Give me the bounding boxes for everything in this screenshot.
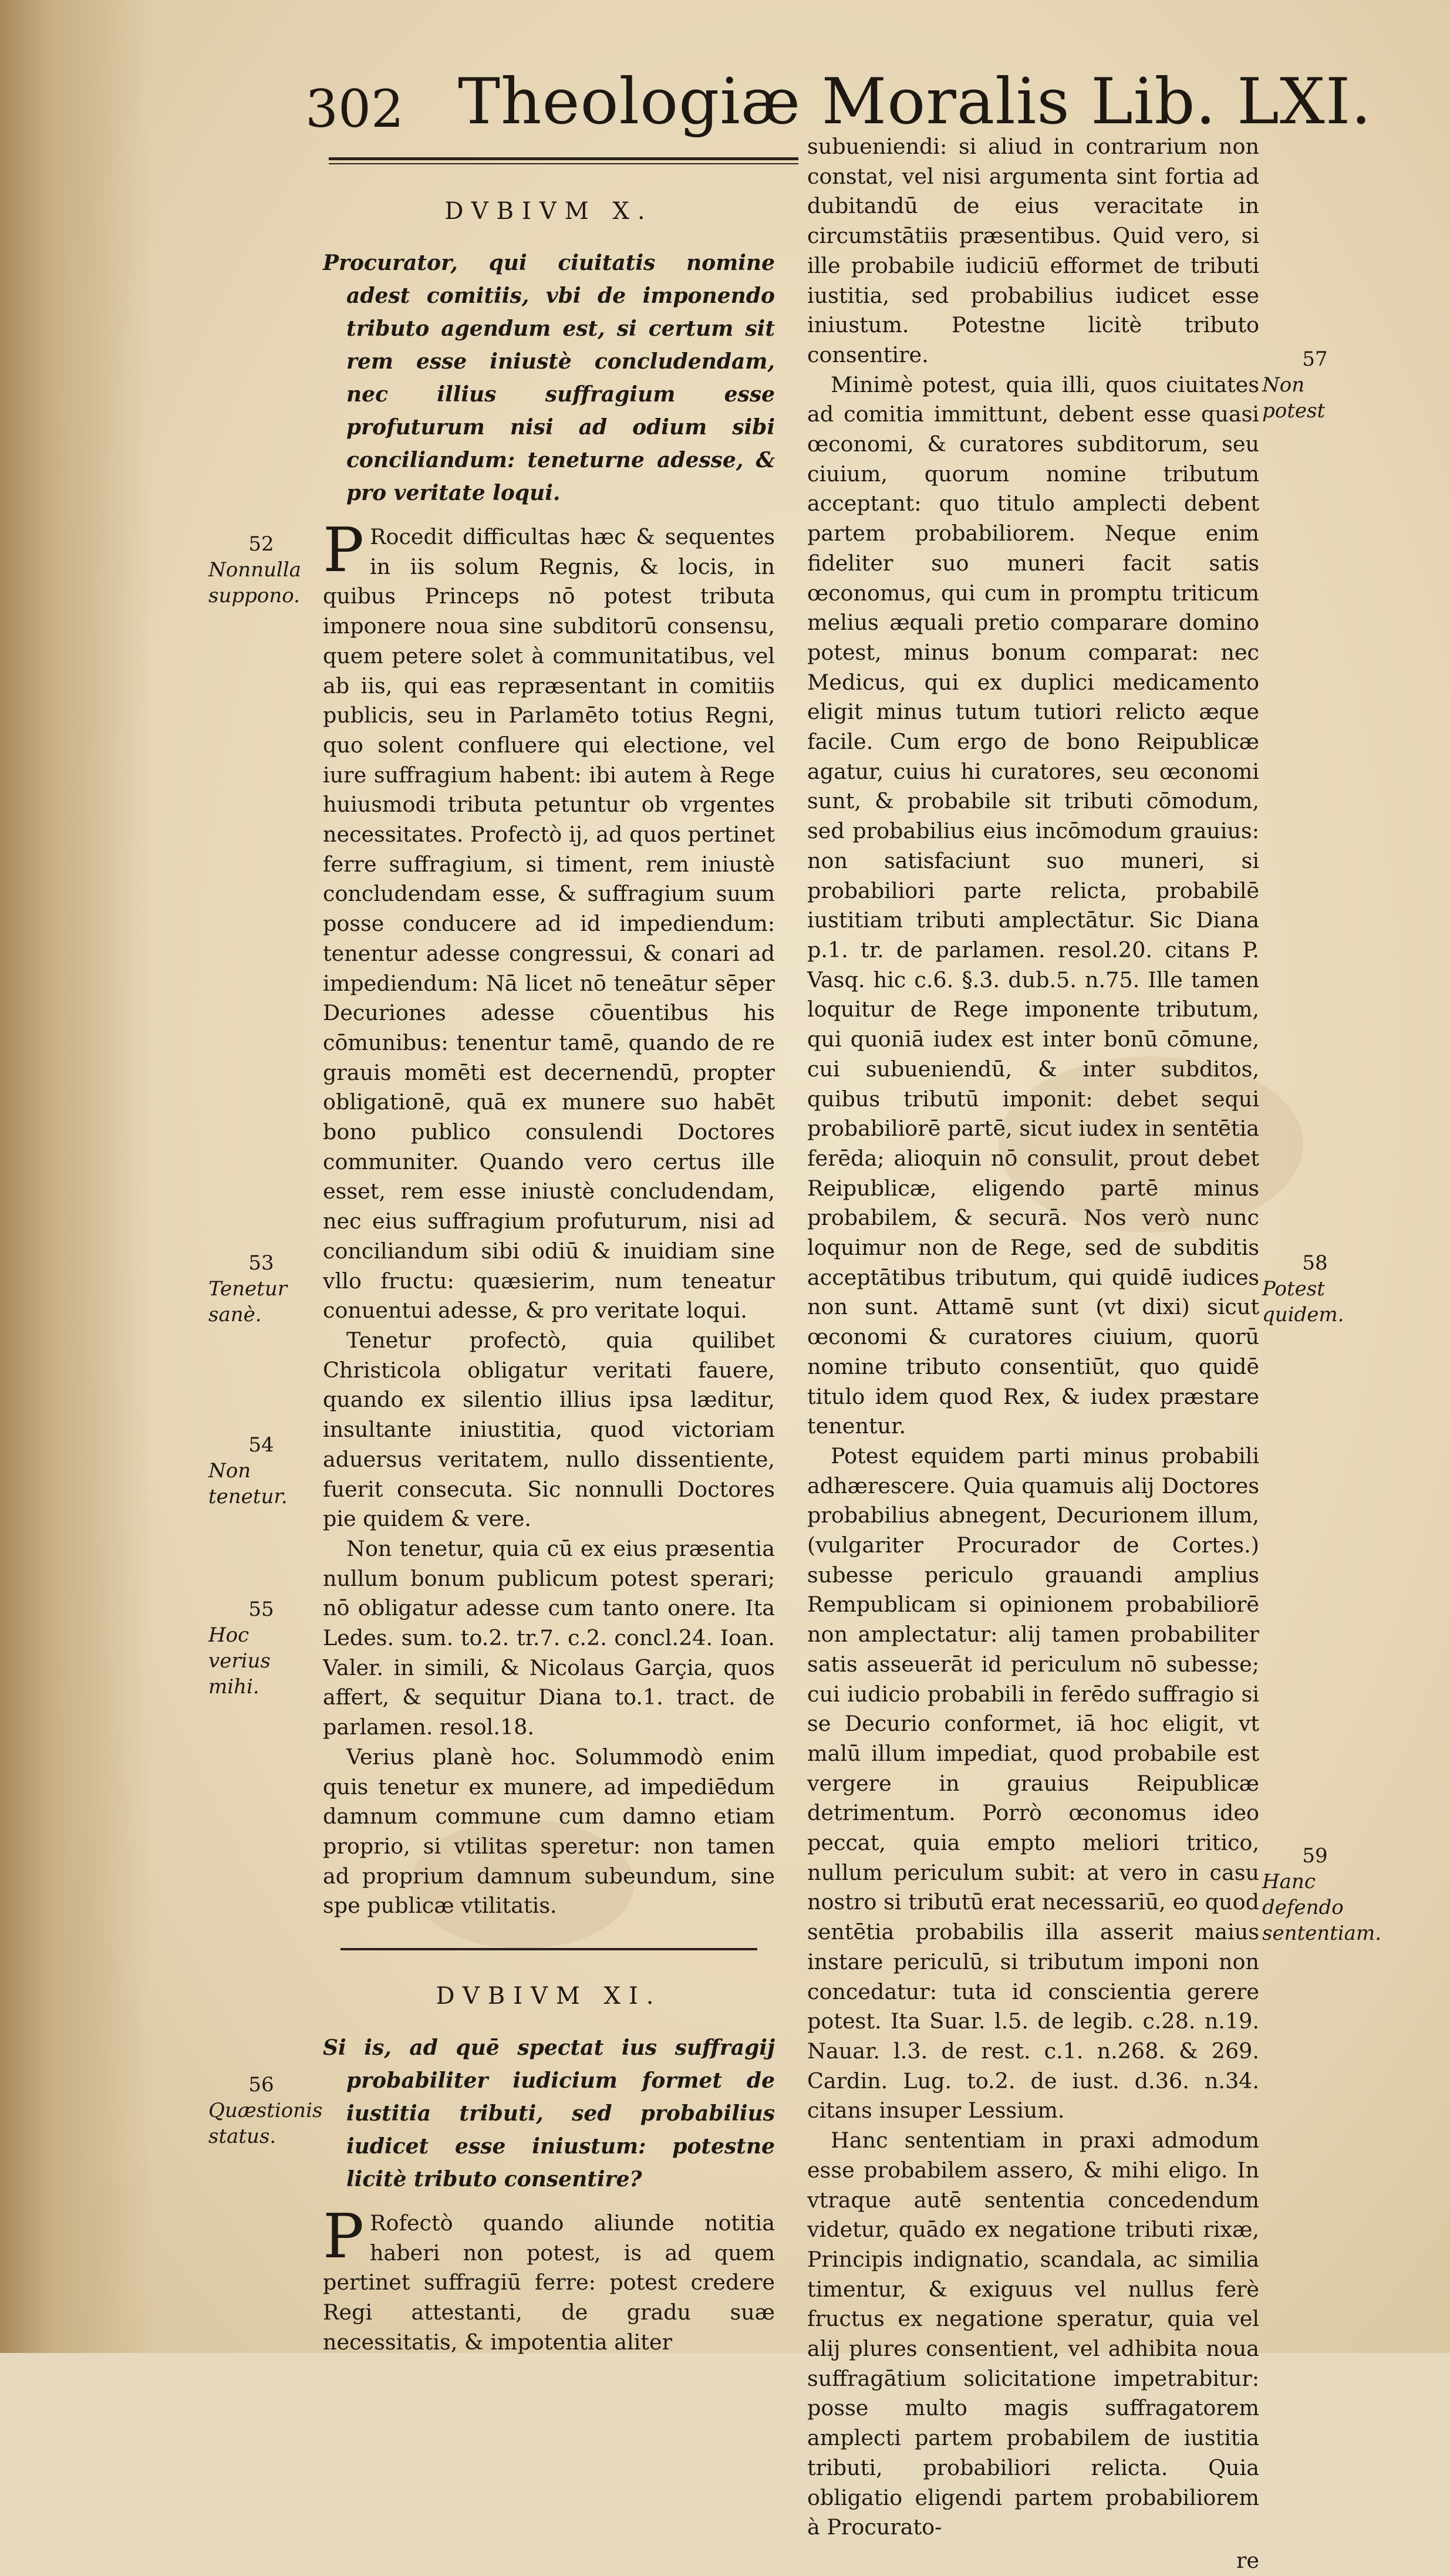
note-number: 52 bbox=[248, 532, 274, 556]
note-text: Quæstionis status. bbox=[208, 2099, 323, 2148]
margin-note-55 bbox=[208, 1596, 314, 1700]
page-edge-shadow bbox=[0, 0, 153, 2353]
note-text: Non tenetur. bbox=[208, 1459, 288, 1508]
margin-note-54 bbox=[208, 1432, 314, 1510]
paragraph-57: Minimè potest, quia illi, quos ciuitates ad comitia immittunt, debent esse quasi œconomi, & curatores subditorum, seu ciuium, quorum nomine tributum acceptant: quo titulo amplecti debent partem probabiliorem. Neque enim fideliter suo muneri facit satis œconomus, qui cum in promptu triticum melius æquali pretio comparare domino potest, minus bonum comparat: nec Medicus, qui ex duplici medicamento eligit minus tutum tutiori relicto æque facile. Cum ergo de bono Reipublicæ agatur, cuius hi curatores, seu œconomi sunt, & probabile sit tributi cōmodum, sed probabilius eius incōmodum grauius: non satisfaciunt suo muneri, si probabiliori parte relicta, probabilē iustitiam tributi amplectātur. Sic Diana p.1. tr. de parlamen. resol.20. citans P. Vasq. hic c.6. §.3. dub.5. n.75. Ille tamen loquitur de Rege imponente tributum, qui quoniā iudex est inter bonū cōmune, cui subueniendū, & inter subditos, quibus tributū imponit: debet sequi probabiliorē partē, sicut iudex in sentētia ferēda; alioquin nō consulit, prout debet Reipublicæ, eligendo partē minus probabilem, & securā. Nos verò nunc loquimur non de Rege, sed de subditis acceptātibus tributum, qui quidē iudices non sunt. Attamē sunt (vt dixi) sicut œconomi & curatores ciuium, quorū nomine tributo consentiūt, quo quidē titulo idem quod Rex, & iudex præstare tenentur. bbox=[807, 372, 1259, 1439]
note-number: 56 bbox=[248, 2073, 274, 2096]
note-number: 58 bbox=[1302, 1251, 1328, 1275]
section-divider bbox=[340, 1948, 757, 1950]
note-number: 53 bbox=[248, 1251, 274, 1275]
dubium-x-question: Procurator, qui ciuitatis nomine adest comitiis, vbi de imponendo tributo agendum est, si certum sit rem esse iniustè concludendam, nec illius suffragium esse profuturum nisi ad odium sibi conciliandum: teneturne adesse, & pro veritate loqui. bbox=[323, 251, 775, 505]
paragraph-54: Non tenetur, quia cū ex eius præsentia nullum bonum publicum potest sperari; nō obligatur adesse cum tanto onere. Ita Ledes. sum. to.2. tr.7. c.2. concl.24. Ioan. Valer. in simili, & Nicolaus Garçia, quos affert, & sequitur Diana to.1. tract. de parlamen. resol.18. bbox=[323, 1535, 775, 1740]
paragraph-56-text: Rofectò quando aliunde notitia haberi non potest, is ad quem pertinet suffragiū ferre: potest credere Regi attestanti, de gradu suæ necessitatis, & impotentia aliter bbox=[323, 2210, 775, 2355]
running-title: Theologiæ Moralis Lib. LXI. bbox=[458, 65, 1372, 139]
dubium-x-heading: DVBIVM X. bbox=[444, 198, 653, 225]
note-number: 55 bbox=[248, 1598, 274, 1621]
paragraph-59: Hanc sententiam in praxi admodum esse probabilem assero, & mihi eligo. In vtraque autē sententia concedendum videtur, quādo ex negatione tributi rixæ, Principis indignatio, scandala, ac similia timentur, & exiguus vel nullus ferè fructus ex negatione speratur, quia vel alij plures consentient, vel adhibita noua suffragātium solicitatione impetrabitur: posse multo magis suffragatorem amplecti partem probabilem de iustitia tributi, probabiliori relicta. Quia obligatio eligendi partem probabiliorem à Procurato- bbox=[807, 2128, 1259, 2540]
paragraph-53: Tenetur profectò, quia quilibet Christicola obligatur veritati fauere, quando ex silentio illius ipsa læditur, insultante iniustitia, quod victoriam aduersus veritatem, nullo dissentiente, fuerit consecuta. Sic nonnulli Doctores pie quidem & vere. bbox=[323, 1327, 775, 1532]
paragraph-56-continued: subueniendi: si aliud in contrarium non constat, vel nisi argumenta sint fortia ad dubitandū de eius veracitate in circumstātiis præsentibus. Quid vero, si ille probabile iudiciū efformet de tributi iustitia, sed probabilius iudicet esse iniustum. Potestne licitè tributo consentire. bbox=[807, 134, 1259, 367]
note-text: Hoc verius mihi. bbox=[208, 1623, 271, 1699]
drop-capital: P bbox=[323, 2200, 364, 2273]
note-text: Nonnulla suppono. bbox=[208, 558, 301, 607]
margin-note-52 bbox=[208, 531, 314, 609]
paragraph-56 bbox=[323, 2200, 775, 2358]
note-number: 57 bbox=[1302, 347, 1328, 371]
paragraph-58: Potest equidem parti minus probabili adhærescere. Quia quamuis alij Doctores probabilius abnegent, Decurionem illum, (vulgariter Procurador de Cortes.) subesse periculo grauandi amplius Rempublicam si opinionem probabiliorē non amplectatur: alij tamen probabiliter satis asseuerāt id periculum nō subesse; cui iudicio probabili in ferēdo suffragio si se Decurio conformet, iā hoc eligit, vt malū illum impediat, quod probabile est vergere in grauius Reipublicæ detrimentum. Porrò œconomus ideo peccat, quia empto meliori tritico, nullum periculum subit: at vero in casu nostro si tributū erat necessariū, eo quod sentētia probabilis illa asserit maius instare periculū, si tributum imponi non concedatur: tuta id conscientia gerere potest. Ita Suar. l.5. de legib. c.28. n.19. Nauar. l.3. de rest. c.1. n.268. & 269. Cardin. Lug. to.2. de iust. d.36. n.34. citans insuper Lessium. bbox=[807, 1443, 1259, 2123]
header-rule bbox=[329, 157, 798, 160]
paragraph-52 bbox=[323, 514, 775, 1326]
left-column bbox=[323, 194, 775, 2358]
note-number: 59 bbox=[1302, 1844, 1328, 1868]
note-number: 54 bbox=[248, 1433, 274, 1457]
note-text: Potest quidem. bbox=[1262, 1277, 1344, 1326]
page-header bbox=[305, 65, 1372, 141]
catchword: re bbox=[1236, 2547, 1259, 2573]
margin-note-58 bbox=[1262, 1250, 1368, 1328]
margin-note-57 bbox=[1262, 346, 1368, 424]
note-text: Hanc defendo sententiam. bbox=[1262, 1870, 1382, 1945]
dubium-xi-heading: DVBIVM XI. bbox=[436, 1983, 662, 2010]
margin-note-59 bbox=[1262, 1843, 1382, 1946]
margin-note-53 bbox=[208, 1250, 314, 1328]
paragraph-55: Verius planè hoc. Solummodò enim quis tenetur ex munere, ad impediēdum damnum commune cum damno etiam proprio, si vtilitas speretur: non tamen ad proprium damnum subeundum, sine spe publicæ vtilitatis. bbox=[323, 1744, 775, 1919]
margin-note-56 bbox=[208, 2072, 323, 2149]
drop-capital: P bbox=[323, 514, 364, 586]
note-text: Non potest bbox=[1262, 373, 1326, 423]
note-text: Tenetur sanè. bbox=[208, 1277, 287, 1326]
page-number: 302 bbox=[305, 79, 404, 139]
right-column bbox=[807, 132, 1259, 2576]
paragraph-52-text: Rocedit difficultas hæc & sequentes in iis solum Regnis, & locis, in quibus Princeps nō potest tributa imponere noua sine subditorū consensu, quem petere solet à communitatibus, vel ab iis, qui eas repræsentant in comitiis publicis, seu in Parlamēto totius Regni, quo solent confluere qui electione, vel iure suffragium habent: ibi autem à Rege huiusmodi tributa petuntur ob vrgentes necessitates. Profectò ij, ad quos pertinet ferre suffragium, si timent, rem iniustè concludendam esse, & suffragium suum posse conducere ad id impediendum: tenentur adesse congressui, & conari ad impediendum: Nā licet nō teneātur sēper Decuriones adesse cōuentibus his cōmunibus: tenentur tamē, quando de re grauis momēti est decernendū, propter obligationē, quā ex munere suo habēt bono publico consulendi Doctores communiter. Quando vero certus ille esset, rem esse iniustè concludendam, nec eius suffragium profuturum, nisi ad conciliandum sibi odiū & inuidiam sine vllo fructu: quæsierim, num teneatur conuentui adesse, & pro veritate loqui. bbox=[323, 524, 775, 1324]
dubium-xi-question: Si is, ad quē spectat ius suffragij probabiliter iudicium formet de iustitia tributi, sed probabilius iudicet esse iniustum: potestne licitè tributo consentire? bbox=[323, 2035, 775, 2192]
